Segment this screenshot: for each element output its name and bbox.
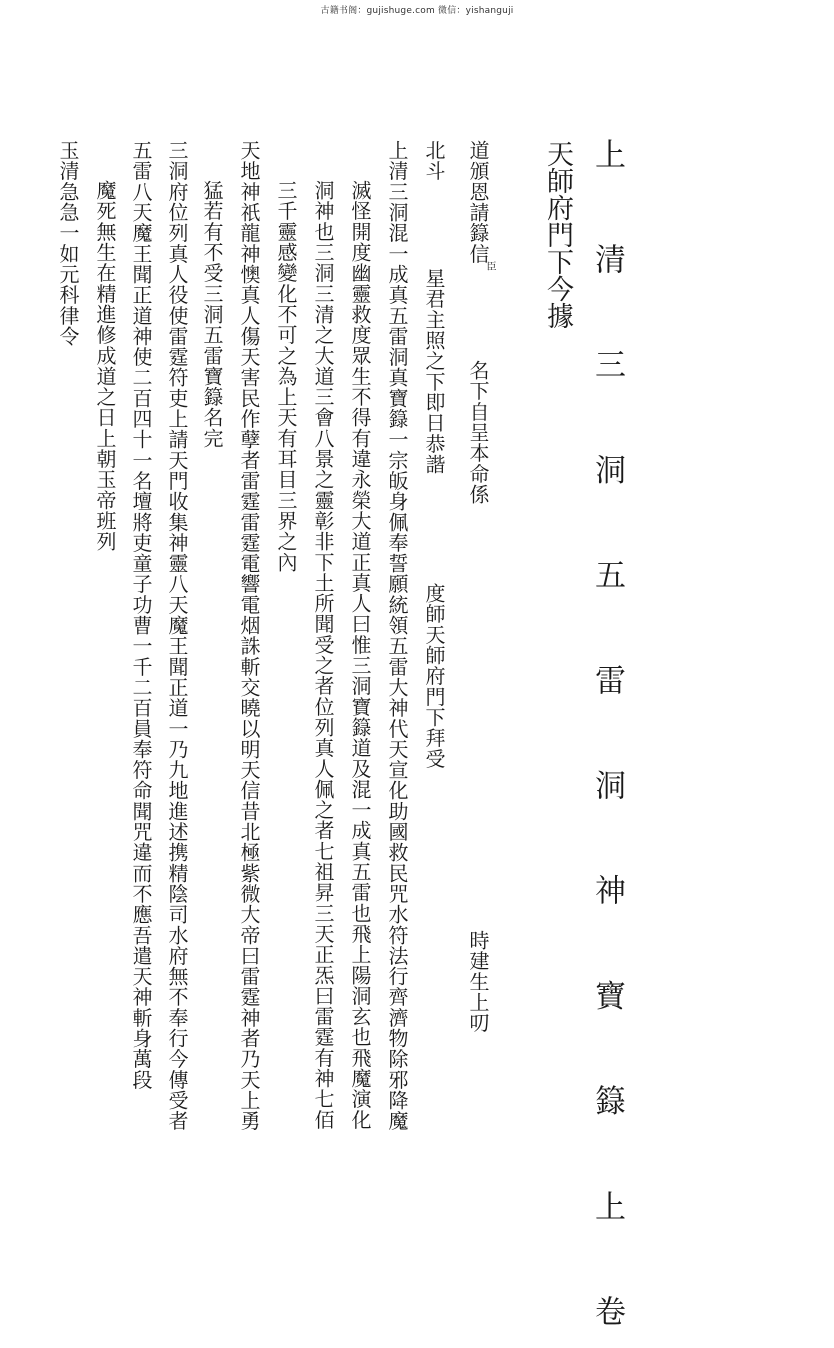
text-column-3b: 名下自呈本命係 bbox=[466, 360, 490, 505]
text-column-3c: 時建生上叨 bbox=[466, 930, 490, 1034]
document-title: 上 清 三 洞 五 雷 洞 神 寶 籙 上 卷 bbox=[589, 138, 625, 1348]
text-column-8: 三千靈感變化不可之為上天有耳目三界之內 bbox=[274, 180, 298, 573]
text-column-7: 洞神也三洞三清之大道三會八景之靈彰非下土所聞受之者位列真人佩之者七祖昇三天正炁曰雷霆有神七佰 bbox=[311, 180, 335, 1130]
text-column-11: 三洞府位列真人役使雷霆符吏上請天門收集神靈八天魔王聞正道一乃九地進述携精陰司水府無不奉行今傳受者 bbox=[165, 140, 189, 1132]
text-column-4c: 度師天師府門下拜受 bbox=[422, 583, 446, 769]
text-column-13: 魔死無生在精進修成道之日上朝玉帝班列 bbox=[93, 180, 117, 552]
text-column-9: 天地神祇龍神懊真人傷天害民作孽者雷霆雷霆電響電烟誅斬交曉以明天信昔北極紫微大帝曰雷霆神者乃天上勇 bbox=[237, 140, 261, 1132]
watermark-header: 古籍书阁：gujishuge.com 微信：yishanguji bbox=[320, 6, 514, 16]
text-column-14: 玉清急急一如元科律令 bbox=[56, 140, 80, 347]
text-column-5: 上清三洞混一成真五雷洞真寶籙一宗皈身佩奉誓願統領五雷大神代天宣化助國救民咒水符法行齊濟物除邪降魔 bbox=[385, 140, 409, 1132]
text-column-4b: 星君主照之下即日恭諧 bbox=[422, 268, 446, 475]
text-column-10: 猛若有不受三洞五雷寶籙名完 bbox=[200, 180, 224, 449]
text-column-3-note: 臣 bbox=[484, 261, 495, 271]
text-column-3a: 道頒恩請籙信 bbox=[466, 140, 490, 264]
text-column-2: 天師府門下今據 bbox=[542, 140, 573, 329]
text-column-4a: 北斗 bbox=[422, 140, 446, 182]
text-column-12: 五雷八天魔王聞正道神使二百四十一名壇將吏童子功曹一千二百員奉符命聞咒違而不應吾遣天神斬身萬段 bbox=[129, 140, 153, 1090]
text-column-6: 滅怪開度幽靈救度眾生不得有違永榮大道正真人曰惟三洞寶籙道及混一成真五雷也飛上陽洞玄也飛魔演化 bbox=[348, 180, 372, 1130]
